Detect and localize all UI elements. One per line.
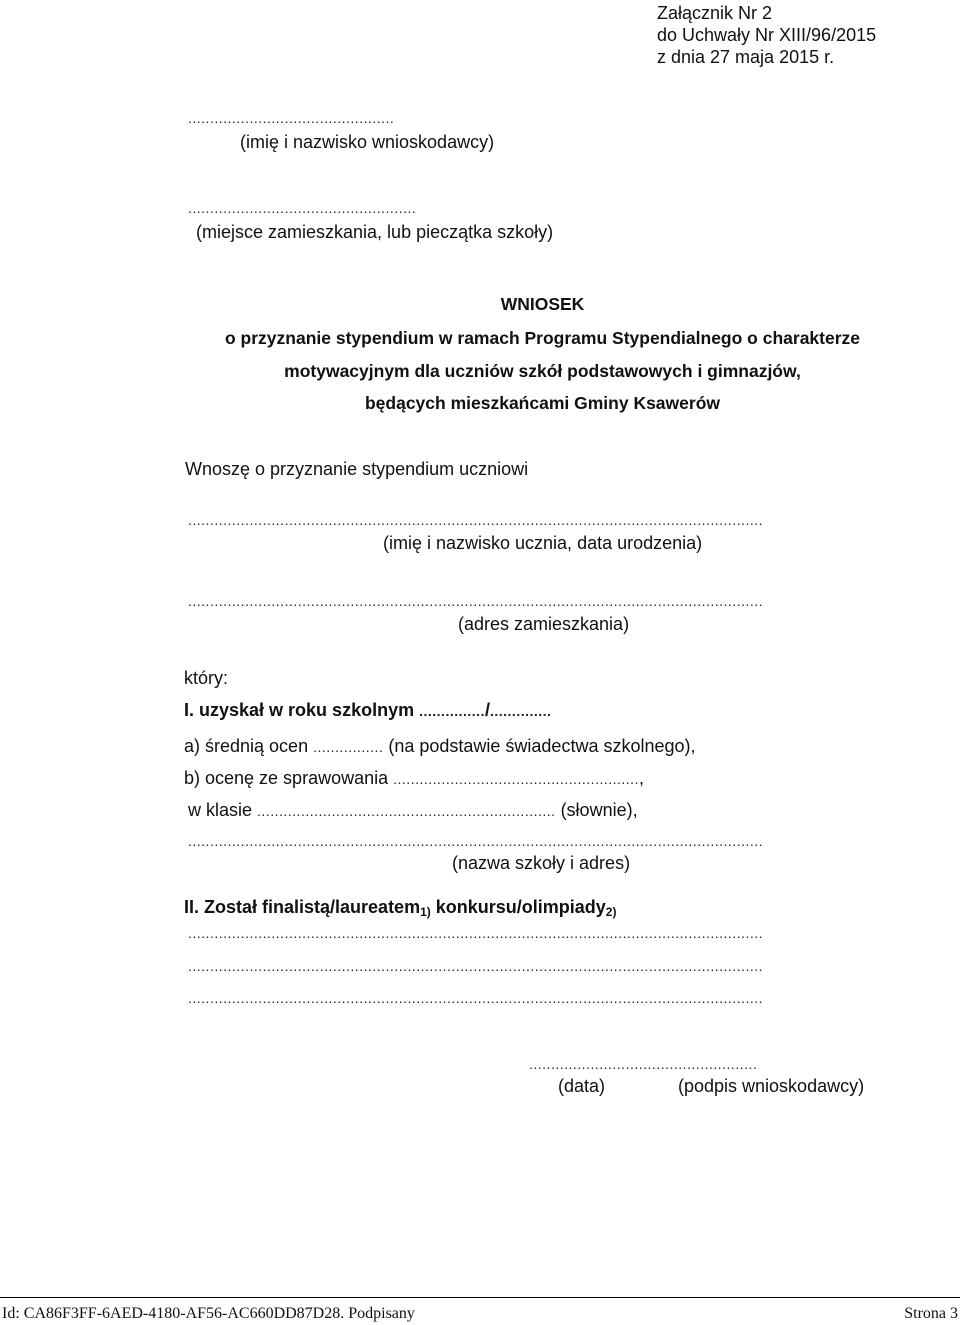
class-suffix: (słownie), (560, 800, 638, 820)
footer-id: Id: CA86F3FF-6AED-4180-AF56-AC660DD87D28. Podpisany (2, 1305, 415, 1322)
section-2-label: II. Został finalistą/laureatem (184, 897, 421, 917)
section-1-label: I. uzyskał w roku szkolnym (184, 700, 415, 720)
residence-caption: (miejsce zamieszkania, lub pieczątka szkoły) (196, 222, 554, 242)
item-a-label: a) średnią ocen (184, 736, 309, 756)
title-line-1: o przyznanie stypendium w ramach Programu Stypendialnego o charakterze (224, 328, 861, 348)
applicant-name-line[interactable]: ............................................... (188, 110, 395, 126)
signature-caption: (podpis wnioskodawcy) (678, 1076, 865, 1096)
student-line[interactable]: ................................................................................................................................... (188, 512, 764, 528)
competition-line-2[interactable]: ................................................................................................................................... (188, 958, 764, 974)
annex-header (657, 2, 876, 68)
item-b (184, 768, 644, 789)
school-caption: (nazwa szkoły i adres) (452, 853, 631, 873)
residence-line[interactable]: .................................................... (188, 200, 417, 216)
school-year-start-field[interactable]: ............... (419, 703, 485, 719)
footer-page-number: Strona 3 (904, 1305, 958, 1322)
ktory-label: który: (184, 668, 229, 688)
section-2 (184, 897, 616, 919)
intro-text: Wnoszę o przyznanie stypendium uczniowi (185, 459, 529, 479)
footnote-2: 2) (605, 905, 617, 919)
behavior-grade-field[interactable]: ........................................................ (393, 771, 639, 787)
applicant-name-caption: (imię i nazwisko wnioskodawcy) (240, 132, 495, 152)
section-2-label-cont: konkursu/olimpiady (430, 897, 606, 917)
title-line-2: motywacyjnym dla uczniów szkół podstawowych i gimnazjów, (284, 361, 801, 381)
item-a (184, 736, 696, 757)
title-line-3: będących mieszkańcami Gminy Ksawerów (364, 393, 721, 413)
address-line[interactable]: ................................................................................................................................... (188, 593, 764, 609)
signature-line[interactable]: .................................................... (529, 1056, 758, 1072)
class-label: w klasie (188, 800, 253, 820)
average-grade-field[interactable]: ................ (313, 739, 384, 755)
class-field[interactable]: .................................................................... (257, 803, 556, 819)
competition-line-3[interactable]: ................................................................................................................................... (188, 990, 764, 1006)
footer-divider (0, 1297, 960, 1298)
date-caption: (data) (558, 1076, 606, 1096)
item-a-suffix: (na podstawie świadectwa szkolnego), (388, 736, 696, 756)
address-caption: (adres zamieszkania) (458, 614, 630, 634)
item-b-label: b) ocenę ze sprawowania (184, 768, 389, 788)
school-year-slash: / (484, 700, 490, 720)
school-year-end-field[interactable]: .............. (489, 703, 552, 719)
annex-line-3: z dnia 27 maja 2015 r. (657, 47, 835, 67)
student-caption: (imię i nazwisko ucznia, data urodzenia) (383, 533, 703, 553)
footnote-1: 1) (420, 905, 431, 919)
annex-line-1: Załącznik Nr 2 (657, 3, 773, 23)
school-line[interactable]: ................................................................................................................................... (188, 833, 764, 849)
item-b-suffix: , (638, 768, 644, 788)
annex-line-2: do Uchwały Nr XIII/96/2015 (657, 25, 877, 45)
class-row (188, 800, 638, 821)
document-title: WNIOSEK (500, 294, 585, 314)
competition-line-1[interactable]: ................................................................................................................................... (188, 925, 764, 941)
section-1 (184, 700, 551, 721)
